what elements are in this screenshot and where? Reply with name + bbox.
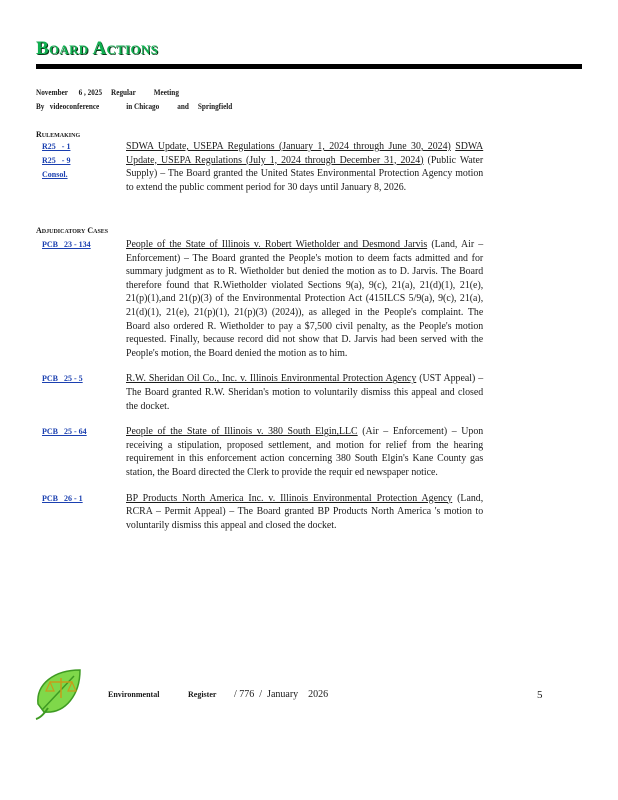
leaf-scales-logo-icon (30, 664, 86, 720)
rulemaking-body: (Public Water Supply) – The Board granted the United States Environmental Protection Agency motion to extend the public comment period for 30 days until January 8, 2026. (126, 154, 484, 193)
meeting-location: By videoconference in Chicago and Springfield (36, 102, 233, 111)
meeting-date: November 6 , 2025 Regular Meeting (36, 88, 179, 97)
case-title: BP Products North America Inc. v. Illinois Environmental Protection Agency (126, 492, 453, 504)
case-title: People of the State of Illinois v. Robert Wietholder and Desmond Jarvis (126, 239, 428, 250)
footer-publication: Environmental (108, 690, 160, 699)
case-title: People of the State of Illinois v. 380 South Elgin,LLC (126, 426, 358, 438)
case-row (36, 425, 506, 479)
docket-link-pcb-26-1[interactable]: PCB 26 - 1 (42, 493, 83, 503)
case-summary (126, 492, 483, 533)
case-row (36, 372, 506, 413)
case-body: (Land, Air – Enforcement) – The Board granted the People's motion to deem facts admitted and for summary judgment as to R. Wietholder but denied the motion as to D. Jarvis. The Board therefore found that R.Wietholder violated Sections 9(a), 9(c), 21(a), 21(d)(1), 21(e), 21(p)(1),and 21(p)(3) of the Environmental Protection Act (415ILCS 5/9(a), 9(c), 21(a), 21(d)(1), 21(e), 21(p)(1), 21(p)(3) (2024)), as alleged in the People's complaint. The Board also ordered R. Wietholder to pay a $7,500 civil penalty, as the People's motion requested. Finally, because record did not show that D. Jarvis had been served with the People's motion, the Board denied the motion as to him. (126, 239, 484, 359)
meeting-info (36, 86, 232, 114)
page-title: Board Actions (36, 38, 159, 59)
adjudicatory-heading: Adjudicatory Cases (36, 226, 109, 235)
case-body: (Air – Enforcement) – Upon receiving a stipulation, proposed settlement, and motion for relief from the hearing requirement in this enforcement action concerning 380 South Elgin's Kane County gas station, the Board directed the Clerk to provide the requir ed newspaper notice. (126, 426, 484, 478)
case-body: (UST Appeal) – The Board granted R.W. Sheridan's motion to voluntarily dismiss this appeal and closed the docket. (126, 373, 484, 412)
rulemaking-heading: Rulemaking (36, 130, 81, 139)
rulemaking-title-b: SDWA Update, USEPA Regulations (July 1, 2024 through December 31, 2024) (126, 141, 484, 166)
footer-issue: / 776 / January 2026 (234, 689, 329, 700)
rulemaking-refs (36, 140, 126, 194)
footer-register: Register (188, 690, 217, 699)
case-summary (126, 238, 483, 360)
rulemaking-item (36, 140, 506, 194)
rulemaking-list (36, 140, 506, 206)
docket-link-pcb-25-5[interactable]: PCB 25 - 5 (42, 374, 83, 384)
case-title: R.W. Sheridan Oil Co., Inc. v. Illinois Environmental Protection Agency (126, 373, 417, 385)
page-number: 5 (537, 689, 543, 701)
case-summary (126, 425, 483, 479)
docket-link-pcb-23-134[interactable]: PCB 23 - 134 (42, 240, 91, 249)
docket-link-pcb-25-64[interactable]: PCB 25 - 64 (42, 427, 87, 437)
case-row (36, 238, 506, 360)
rulemaking-title-a: SDWA Update, USEPA Regulations (January 1, 2024 through June 30, 2024) (126, 141, 451, 152)
case-list (36, 238, 506, 544)
rulemaking-summary (126, 140, 483, 194)
case-body: (Land, RCRA – Permit Appeal) – The Board granted BP Products North America 's motion to voluntarily dismiss this appeal and closed the docket. (126, 492, 484, 531)
case-summary (126, 372, 483, 413)
footer (108, 690, 328, 700)
docket-link-consol[interactable]: Consol. (42, 170, 68, 179)
case-row (36, 492, 506, 533)
title-rule (36, 64, 582, 69)
docket-link-r25-1[interactable]: R25 - 1 (42, 142, 71, 151)
docket-link-r25-9[interactable]: R25 - 9 (42, 156, 71, 165)
